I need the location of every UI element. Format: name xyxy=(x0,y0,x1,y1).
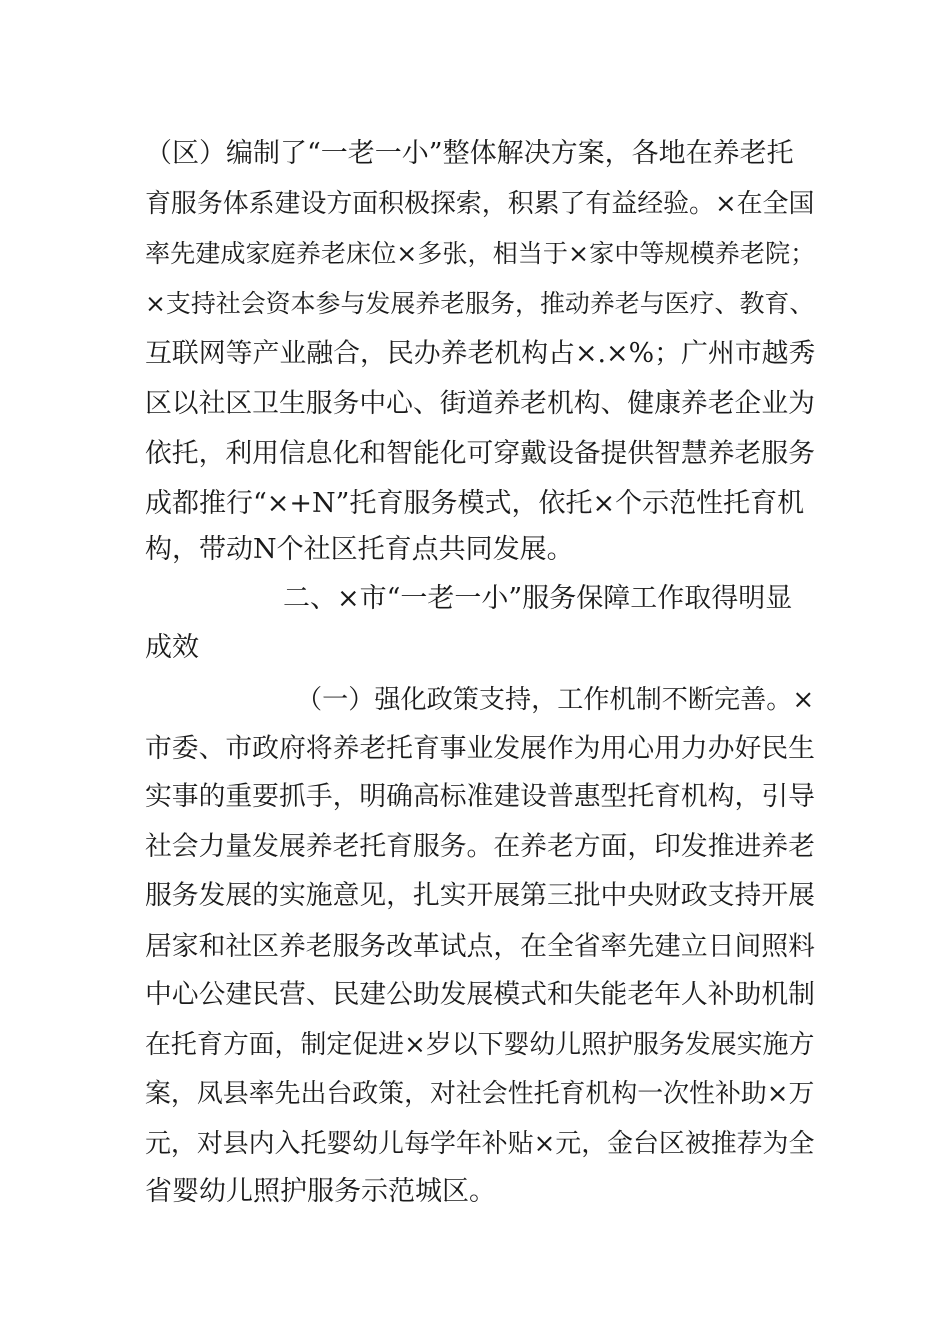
paragraph-line: 依托，利用信息化和智能化可穿戴设备提供智慧养老服务 xyxy=(145,438,815,469)
subsection-heading: （一）强化政策支持，工作机制不断完善。× xyxy=(296,685,815,715)
paragraph-line: 案，凤县率先出台政策，对社会性托育机构一次性补助×万 xyxy=(145,1079,815,1109)
paragraph-line: 市委、市政府将养老托育事业发展作为用心用力办好民生 xyxy=(145,733,815,764)
paragraph-line: 省婴幼儿照护服务示范城区。 xyxy=(145,1176,496,1207)
paragraph-line: 育服务体系建设方面积极探索，积累了有益经验。×在全国 xyxy=(145,189,815,219)
paragraph-line: 互联网等产业融合，民办养老机构占×.×%；广州市越秀 xyxy=(145,338,816,369)
paragraph-line: 服务发展的实施意见，扎实开展第三批中央财政支持开展 xyxy=(145,880,815,911)
paragraph-line: 实事的重要抓手，明确高标准建设普惠型托育机构，引导 xyxy=(145,781,815,812)
paragraph-line: 成都推行“×+N”托育服务模式，依托×个示范性托育机 xyxy=(145,488,805,519)
paragraph-line: （区）编制了“一老一小”整体解决方案，各地在养老托 xyxy=(145,138,794,169)
paragraph-line: 区以社区卫生服务中心、街道养老机构、健康养老企业为 xyxy=(145,388,815,419)
paragraph-line: 社会力量发展养老托育服务。在养老方面，印发推进养老 xyxy=(145,831,815,862)
paragraph-line: 率先建成家庭养老床位×多张，相当于×家中等规模养老院； xyxy=(145,239,816,268)
section-heading: 二、×市“一老一小”服务保障工作取得明显 xyxy=(283,583,793,614)
section-heading-continued: 成效 xyxy=(145,632,199,663)
paragraph-line: ×支持社会资本参与发展养老服务，推动养老与医疗、教育、 xyxy=(145,289,815,318)
paragraph-line: 居家和社区养老服务改革试点，在全省率先建立日间照料 xyxy=(145,931,815,962)
paragraph-line: 元，对县内入托婴幼儿每学年补贴×元，金台区被推荐为全 xyxy=(145,1129,815,1159)
paragraph-line: 构，带动N个社区托育点共同发展。 xyxy=(145,534,574,565)
paragraph-line: 在托育方面，制定促进×岁以下婴幼儿照护服务发展实施方 xyxy=(145,1030,815,1060)
paragraph-line: 中心公建民营、民建公助发展模式和失能老年人补助机制 xyxy=(145,979,815,1010)
